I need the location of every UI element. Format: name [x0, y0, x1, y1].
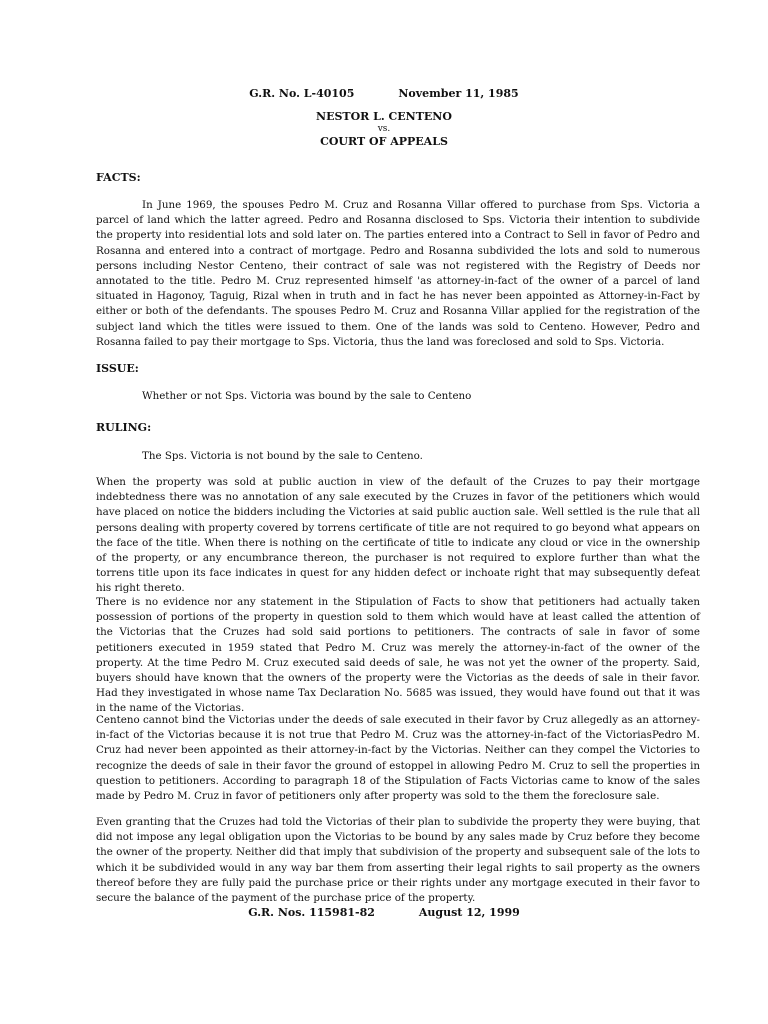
ruling-heading: RULING:: [96, 421, 152, 434]
next-case-number: G.R. Nos. 115981-82: [248, 906, 375, 919]
petitioner-name: NESTOR L. CENTENO: [316, 110, 452, 123]
ruling-paragraph-3: Centeno cannot bind the Victorias under the deeds of sale executed in their favor by Cruz allegedly as an attorney-in-fact of the Victorias because it is not true that Pedro M. Cruz was the attorney-in-fact of the VictoriasPedro M. Cruz had never been appointed as their attorney-in-fact by the Victorias. Neither can they compel the Victories to recognize the deeds of sale in their favor the ground of estoppel in allowing Pedro M. Cruz to sell the properties in question to petitioners. According to paragraph 18 of the Stipulation of Facts Victorias came to know of the sales made by Pedro M. Cruz in favor of petitioners only after property was sold to the them the foreclosure sale.: [96, 714, 700, 803]
case-date: November 11, 1985: [398, 87, 519, 100]
next-case-header: [0, 906, 768, 919]
facts-heading: FACTS:: [96, 171, 141, 184]
versus-label: vs.: [377, 124, 391, 134]
facts-paragraph: In June 1969, the spouses Pedro M. Cruz and Rosanna Villar offered to purchase from Sps. Victoria a parcel of land which the latter agreed. Pedro and Rosanna disclosed to Sps. Victoria their intention to subdivide the property into residential lots and sold later on. The parties entered into a Contract to Sell in favor of Pedro and Rosanna and entered into a contract of mortgage. Pedro and Rosanna subdivided the lots and sold to numerous persons including Nestor Centeno, their contract of sale was not registered with the Registry of Deeds nor annotated to the title. Pedro M. Cruz represented himself 'as attorney-in-fact of the owner of a parcel of land situated in Hagonoy, Taguig, Rizal when in truth and in fact he has never been appointed as Attorney-in-Fact by either or both of the defendants. The spouses Pedro M. Cruz and Rosanna Villar applied for the registration of the subject land which the titles were issued to them. One of the lands was sold to Centeno. However, Pedro and Rosanna failed to pay their mortgage to Sps. Victoria, thus the land was foreclosed and sold to Sps. Victoria.: [96, 199, 700, 348]
case-header: [0, 87, 768, 148]
next-case-date: August 12, 1999: [418, 906, 520, 919]
case-number: G.R. No. L-40105: [249, 87, 355, 100]
ruling-summary: The Sps. Victoria is not bound by the sale to Centeno.: [142, 450, 423, 462]
ruling-paragraph-4: Even granting that the Cruzes had told the Victorias of their plan to subdivide the property they were buying, that did not impose any legal obligation upon the Victorias to be bound by any sales made by Cruz before they become the owner of the property. Neither did that imply that subdivision of the property and subsequent sale of the lots to which it be subdivided would in any way bar them from asserting their legal rights to sail property as the owners thereof before they are fully paid the purchase price or their rights under any mortgage executed in their favor to secure the balance of the payment of the purchase price of the property.: [96, 816, 700, 905]
ruling-paragraph-1: When the property was sold at public auction in view of the default of the Cruzes to pay their mortgage indebtedness there was no annotation of any sale executed by the Cruzes in favor of the petitioners which would have placed on notice the bidders including the Victories at said public auction sale. Well settled is the rule that all persons dealing with property covered by torrens certificate of title are not required to go beyond what appears on the face of the title. When there is nothing on the certificate of title to indicate any cloud or vice in the ownership of the property, or any encumbrance thereon, the purchaser is not required to explore further than what the torrens title upon its face indicates in quest for any hidden defect or inchoate right that may subsequently defeat his right thereto.: [96, 476, 700, 595]
respondent-name: COURT OF APPEALS: [320, 135, 448, 148]
ruling-paragraph-2: There is no evidence nor any statement in the Stipulation of Facts to show that petitioners had actually taken possession of portions of the property in question sold to them which would have at least called the attention of the Victorias that the Cruzes had sold said portions to petitioners. The contracts of sale in favor of some petitioners executed in 1959 stated that Pedro M. Cruz was merely the attorney-in-fact of the owner of the property. At the time Pedro M. Cruz executed said deeds of sale, he was not yet the owner of the property. Said, buyers should have known that the owners of the property were the Victorias as the deeds of sale in their favor. Had they investigated in whose name Tax Declaration No. 5685 was issued, they would have found out that it was in the name of the Victorias.: [96, 596, 700, 715]
issue-text: Whether or not Sps. Victoria was bound by the sale to Centeno: [142, 390, 472, 402]
issue-heading: ISSUE:: [96, 362, 139, 375]
next-case-citation: [0, 906, 768, 919]
case-citation: [0, 87, 768, 100]
